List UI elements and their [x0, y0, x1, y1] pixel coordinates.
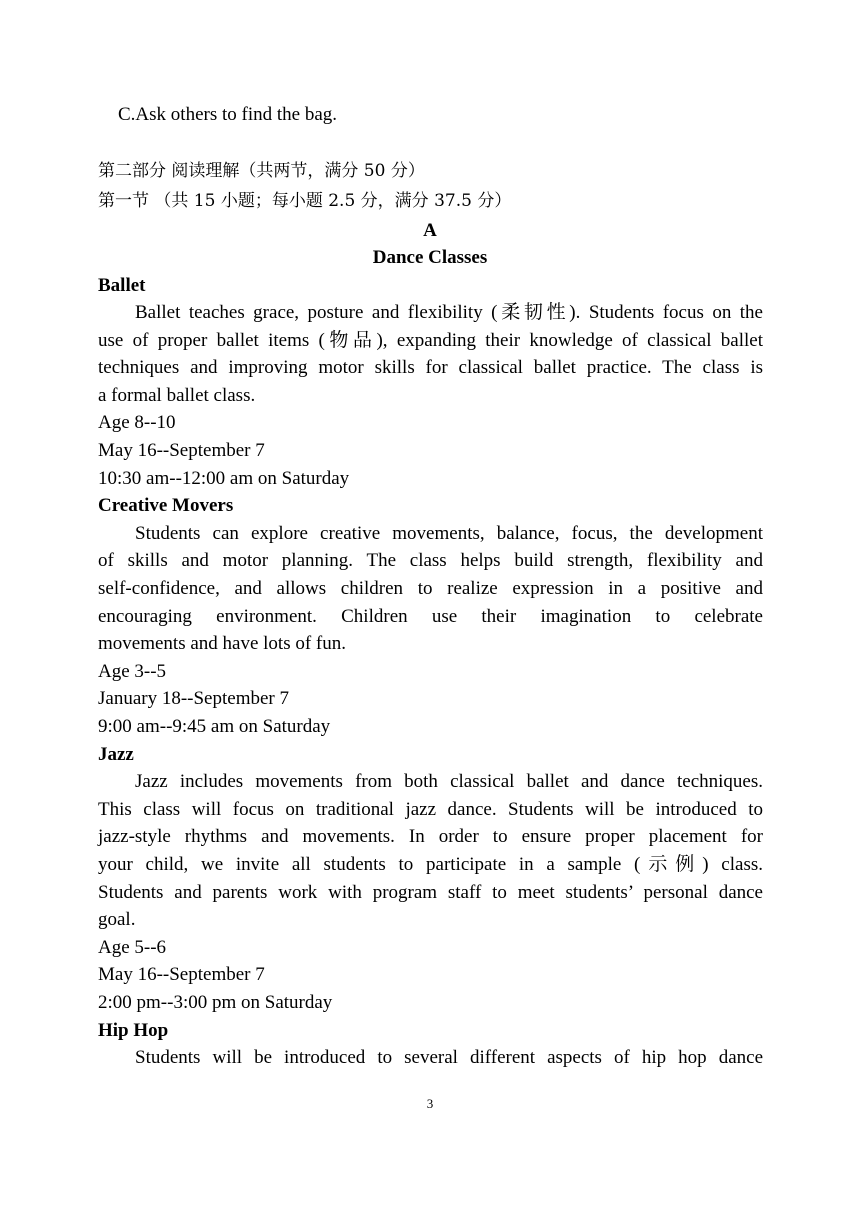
ballet-age: Age 8--10: [98, 412, 176, 433]
creative-movers-time: 9:00 am--9:45 am on Saturday: [98, 716, 331, 737]
answer-option-c: C.Ask others to find the bag.: [118, 104, 338, 125]
part-two-heading: 第二部分 阅读理解（共两节，满分 50 分）: [98, 161, 425, 181]
ballet-description-line: a formal ballet class.: [98, 385, 256, 406]
jazz-dates: May 16--September 7: [98, 964, 265, 985]
creative-movers-description-line: of skills and motor planning. The class helps build strength, flexibility and: [98, 550, 763, 571]
creative-movers-description-line: encouraging environment. Children use their imagination to celebrate: [98, 606, 763, 627]
ballet-time: 10:30 am--12:00 am on Saturday: [98, 468, 350, 489]
jazz-description-line: your child, we invite all students to participate in a sample (示例) class.: [98, 854, 763, 875]
passage-letter: A: [423, 220, 437, 241]
hip-hop-description-line: Students will be introduced to several different aspects of hip hop dance: [135, 1047, 763, 1068]
jazz-description-line: Students and parents work with program staff to meet students’ personal dance: [98, 882, 763, 903]
class-heading-creative-movers: Creative Movers: [98, 495, 234, 516]
jazz-description-line: goal.: [98, 909, 136, 930]
creative-movers-dates: January 18--September 7: [98, 688, 289, 709]
ballet-description-line: techniques and improving motor skills for classical ballet practice. The class is: [98, 357, 763, 378]
ballet-description-line: Ballet teaches grace, posture and flexibility (柔韧性). Students focus on the: [135, 302, 763, 323]
class-heading-hip-hop: Hip Hop: [98, 1020, 169, 1041]
jazz-description-line: Jazz includes movements from both classical ballet and dance techniques.: [135, 771, 763, 792]
page-number: 3: [426, 1096, 434, 1111]
ballet-dates: May 16--September 7: [98, 440, 265, 461]
jazz-description-line: jazz-style rhythms and movements. In order to ensure proper placement for: [98, 826, 763, 847]
ballet-description-line: use of proper ballet items (物品), expanding their knowledge of classical ballet: [98, 330, 763, 351]
jazz-time: 2:00 pm--3:00 pm on Saturday: [98, 992, 333, 1013]
class-heading-jazz: Jazz: [98, 744, 134, 765]
creative-movers-description-line: Students can explore creative movements, balance, focus, the development: [135, 523, 763, 544]
class-heading-ballet: Ballet: [98, 275, 146, 296]
creative-movers-description-line: self-confidence, and allows children to realize expression in a positive and: [98, 578, 763, 599]
passage-title: Dance Classes: [372, 247, 488, 268]
creative-movers-description-line: movements and have lots of fun.: [98, 633, 347, 654]
section-one-heading: 第一节 （共 15 小题；每小题 2.5 分，满分 37.5 分）: [98, 191, 512, 211]
jazz-description-line: This class will focus on traditional jazz dance. Students will be introduced to: [98, 799, 763, 820]
creative-movers-age: Age 3--5: [98, 661, 167, 682]
jazz-age: Age 5--6: [98, 937, 167, 958]
